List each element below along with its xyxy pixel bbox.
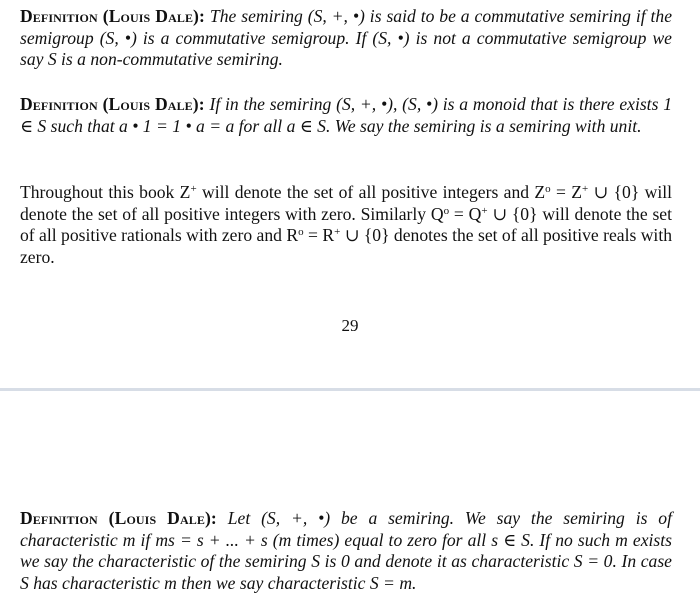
notation-paragraph [20,182,672,268]
notation-text: ∪ {0} denotes the set of all positive reals with zero. [20,225,672,267]
definition-commutative-semiring [20,6,672,71]
notation-text: = Q [449,203,482,224]
notation-text: Throughout this book Z [20,182,191,202]
definition-body: Let (S, +, •) be a semiring. We say the semiring is of characteristic m if ms = s + ... + s (m times) equal to zero for all s ∈ S. If no such m exists we say the characteristic of the semiring S is 0 and denote it as characteristic S = 0. In case S has characteristic m then we say characteristic S = m. [20,508,672,593]
definition-term: Definition (Louis Dale) [20,508,211,528]
page-30 [0,391,700,598]
notation-text: = Z [550,182,582,202]
notation-text: ∪ {0} will denote the set of all positive integers with zero. Similarly Q [20,182,672,224]
definition-term: Definition (Louis Dale) [20,94,199,114]
definition-term: Definition (Louis Dale) [20,6,200,26]
superscript: + [581,183,589,195]
definition-body: If in the semiring (S, +, •), (S, •) is a monoid that is there exists 1 ∈ S such that a • 1 = 1 • a = a for all a ∈ S. We say the semiring is a semiring with unit. [20,94,672,136]
superscript: + [481,204,488,217]
superscript: o [298,226,304,238]
definition-body: The semiring (S, +, •) is said to be a commutative semiring if the semigroup (S, •) is a commutative semigroup. If (S, •) is not a commutative semigroup we say S is a non-commutative semiring. [20,6,672,69]
definition-semiring-with-unit [20,94,672,137]
definition-colon: : [199,6,205,26]
superscript: + [334,226,341,238]
superscript: o [443,204,450,217]
definition-colon: : [210,508,217,528]
notation-text: ∪ {0} will denote the set of all positive rationals with zero and R [20,203,672,245]
notation-text: will denote the set of all positive integers and Z [196,182,546,202]
superscript: + [190,183,197,195]
definition-characteristic [20,508,672,594]
notation-text: = R [303,225,335,245]
page-number: 29 [341,316,359,335]
definition-colon: : [198,94,205,114]
superscript: o [545,183,551,195]
